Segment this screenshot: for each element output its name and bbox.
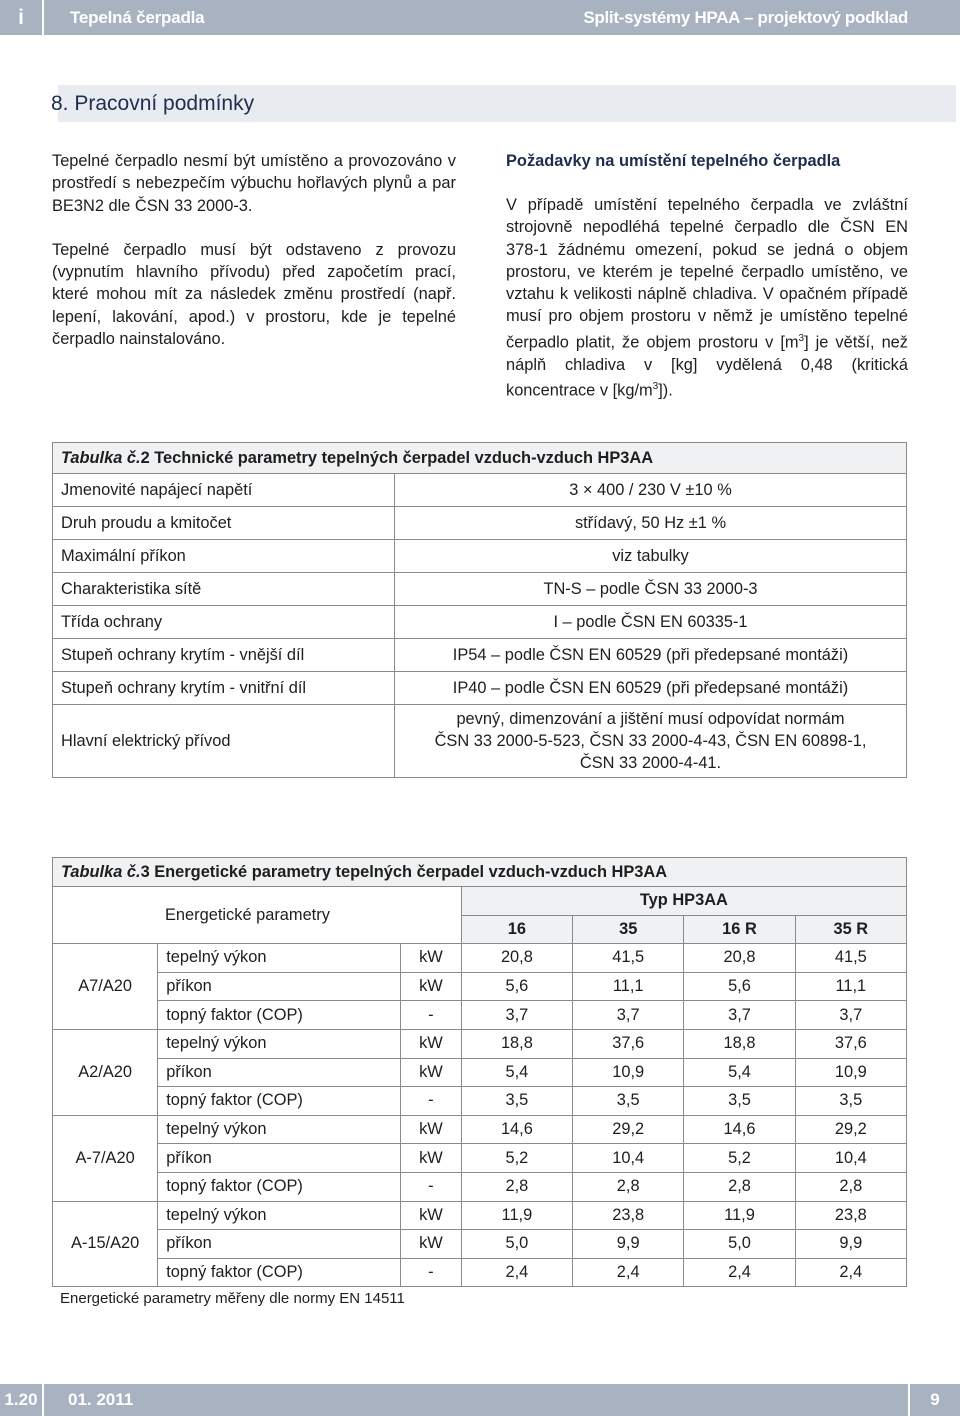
table3-value-cell: 10,4 — [573, 1144, 684, 1173]
table3-unit-cell: - — [401, 1172, 462, 1201]
table2-cell-label: Charakteristika sítě — [53, 573, 395, 606]
table3-caption-prefix: Tabulka č. — [61, 862, 141, 881]
page-footer — [0, 1384, 960, 1416]
table3-value-cell: 2,4 — [573, 1258, 684, 1287]
table3-param-cell: topný faktor (COP) — [158, 1258, 401, 1287]
table3-value-cell: 3,5 — [461, 1087, 572, 1116]
table3-condition-cell: A2/A20 — [53, 1029, 158, 1115]
table2-row — [53, 573, 907, 606]
table3-value-cell: 3,7 — [461, 1001, 572, 1030]
table3-value-cell: 37,6 — [795, 1029, 906, 1058]
table3-condition-cell: A7/A20 — [53, 944, 158, 1030]
table2-caption-prefix: Tabulka č. — [61, 448, 141, 467]
table3-row — [53, 972, 907, 1001]
table3-param-header: Energetické parametry — [53, 887, 462, 944]
table3-param-cell: topný faktor (COP) — [158, 1172, 401, 1201]
right-paragraph-part-a: V případě umístění tepelného čerpadla ve zvláštní strojovně nepodléhá tepelné čerpadlo dle ČSN EN 378-1 žádnému omezení, pokud se jedná o objem prostoru, ve kterém je tepelné čerpadlo umístěno, ve vztahu k velikosti náplně chladiva. V opačném případě musí pro objem prostoru v němž je umístěno tepelné čerpadlo platit, že objem prostoru v [m — [506, 196, 908, 352]
table3-unit-cell: kW — [401, 972, 462, 1001]
table3-value-cell: 23,8 — [573, 1201, 684, 1230]
table3-value-cell: 11,9 — [684, 1201, 795, 1230]
table2-cell-value: IP40 – podle ČSN EN 60529 (při předepsané montáži) — [395, 672, 907, 705]
table3-row — [53, 1058, 907, 1087]
page-header — [0, 0, 960, 35]
table3-param-cell: tepelný výkon — [158, 944, 401, 973]
table3-unit-cell: - — [401, 1087, 462, 1116]
table3-value-cell: 2,4 — [461, 1258, 572, 1287]
table3-value-cell: 29,2 — [795, 1115, 906, 1144]
table2-cell-label: Stupeň ochrany krytím - vnější díl — [53, 639, 395, 672]
left-paragraph-1: Tepelné čerpadlo nesmí být umístěno a provozováno v prostředí s nebezpečím výbuchu hořlavých plynů a par BE3N2 dle ČSN 33 2000-3. — [52, 152, 456, 215]
table3-value-cell: 18,8 — [461, 1029, 572, 1058]
table3-value-cell: 11,1 — [573, 972, 684, 1001]
table2-cell-value: TN-S – podle ČSN 33 2000-3 — [395, 573, 907, 606]
table3-row — [53, 944, 907, 973]
table3-param-cell: topný faktor (COP) — [158, 1001, 401, 1030]
table2-row — [53, 507, 907, 540]
table3-model-header: 35 R — [795, 915, 906, 944]
table3-row — [53, 1115, 907, 1144]
table3-unit-cell: kW — [401, 1201, 462, 1230]
table3-row — [53, 1029, 907, 1058]
header-left-title: Tepelná čerpadla — [70, 8, 205, 27]
table2-cell-value: I – podle ČSN EN 60335-1 — [395, 606, 907, 639]
table3-row — [53, 1258, 907, 1287]
table3-value-cell: 10,9 — [795, 1058, 906, 1087]
table3-unit-cell: kW — [401, 1029, 462, 1058]
table3-param-cell: příkon — [158, 1058, 401, 1087]
table3-value-cell: 2,8 — [461, 1172, 572, 1201]
table3-caption-text: Energetické parametry tepelných čerpadel vzduch-vzduch HP3AA — [149, 862, 668, 881]
table3-value-cell: 3,5 — [795, 1087, 906, 1116]
footer-page-number: 9 — [908, 1384, 960, 1416]
table3-unit-cell: kW — [401, 944, 462, 973]
table3-value-cell: 9,9 — [573, 1230, 684, 1259]
table3-value-cell: 5,0 — [684, 1230, 795, 1259]
table3-value-cell: 5,6 — [461, 972, 572, 1001]
table3-value-cell: 5,2 — [461, 1144, 572, 1173]
table3-value-cell: 3,7 — [684, 1001, 795, 1030]
table3-value-cell: 18,8 — [684, 1029, 795, 1058]
table2-cell-label: Hlavní elektrický přívod — [53, 705, 395, 778]
table3-model-header: 35 — [573, 915, 684, 944]
technical-parameters-table — [52, 442, 907, 778]
table2-cell-label: Jmenovité napájecí napětí — [53, 474, 395, 507]
table3-model-header: 16 R — [684, 915, 795, 944]
table3-param-cell: tepelný výkon — [158, 1201, 401, 1230]
table3-value-cell: 14,6 — [461, 1115, 572, 1144]
table3-value-cell: 9,9 — [795, 1230, 906, 1259]
table3-unit-cell: kW — [401, 1144, 462, 1173]
table3-value-cell: 23,8 — [795, 1201, 906, 1230]
table3-unit-cell: - — [401, 1001, 462, 1030]
footer-page-ref: 1.20 — [0, 1384, 44, 1416]
table3-param-cell: tepelný výkon — [158, 1029, 401, 1058]
table3-unit-cell: kW — [401, 1115, 462, 1144]
superscript-3b: 3 — [652, 380, 659, 392]
table3-value-cell: 41,5 — [795, 944, 906, 973]
table3-unit-cell: kW — [401, 1058, 462, 1087]
table3-param-cell: příkon — [158, 1230, 401, 1259]
table3-row — [53, 1001, 907, 1030]
table3-value-cell: 2,4 — [795, 1258, 906, 1287]
info-icon: i — [0, 0, 44, 35]
superscript-3a: 3 — [798, 332, 805, 344]
table3-param-cell: topný faktor (COP) — [158, 1087, 401, 1116]
table3-value-cell: 20,8 — [461, 944, 572, 973]
table3-value-cell: 10,9 — [573, 1058, 684, 1087]
table3-value-cell: 2,8 — [684, 1172, 795, 1201]
table2-cell-value: střídavý, 50 Hz ±1 % — [395, 507, 907, 540]
table2-row — [53, 474, 907, 507]
table2-body — [53, 474, 907, 705]
left-paragraph-2: Tepelné čerpadlo musí být odstaveno z provozu (vypnutím hlavního přívodu) před započetím prací, které mohou mít za následek změnu prostředí (např. lepení, lakování, apod.) v prostoru, kde je tepelné čerpadlo nainstalováno. — [52, 240, 456, 349]
table3-value-cell: 20,8 — [684, 944, 795, 973]
table2-row — [53, 639, 907, 672]
table3-value-cell: 11,1 — [795, 972, 906, 1001]
table3-value-cell: 29,2 — [573, 1115, 684, 1144]
footer-date: 01. 2011 — [68, 1390, 134, 1409]
table3-value-cell: 2,4 — [684, 1258, 795, 1287]
table2-caption-num: 2 — [140, 448, 150, 467]
table2-cell-value — [395, 705, 907, 778]
table3-caption — [53, 858, 907, 887]
table3-type-header: Typ HP3AA — [461, 887, 906, 916]
table3-param-cell: tepelný výkon — [158, 1115, 401, 1144]
table3-row — [53, 1144, 907, 1173]
table2-cell-label: Stupeň ochrany krytím - vnitřní díl — [53, 672, 395, 705]
table3-param-cell: příkon — [158, 1144, 401, 1173]
table3-value-cell: 5,4 — [461, 1058, 572, 1087]
table2-caption — [53, 443, 907, 474]
energy-parameters-table — [52, 857, 907, 1287]
table3-value-cell: 41,5 — [573, 944, 684, 973]
table2-caption-text: Technické parametry tepelných čerpadel vzduch-vzduch HP3AA — [149, 448, 654, 467]
right-paragraph — [506, 194, 908, 402]
table3-condition-cell: A-7/A20 — [53, 1115, 158, 1201]
table2-row — [53, 672, 907, 705]
table3-value-cell: 2,8 — [573, 1172, 684, 1201]
table3-value-cell: 5,4 — [684, 1058, 795, 1087]
right-heading: Požadavky na umístění tepelného čerpadla — [506, 152, 841, 170]
right-column — [506, 150, 908, 424]
table3-note: Energetické parametry měřeny dle normy EN 14511 — [60, 1290, 405, 1307]
table3-condition-cell: A-15/A20 — [53, 1201, 158, 1287]
table3-value-cell: 10,4 — [795, 1144, 906, 1173]
table3-value-cell: 3,7 — [573, 1001, 684, 1030]
table3-value-cell: 14,6 — [684, 1115, 795, 1144]
table3-value-cell: 37,6 — [573, 1029, 684, 1058]
table2-row — [53, 540, 907, 573]
table3-value-cell: 3,7 — [795, 1001, 906, 1030]
supply-line-2: ČSN 33 2000-5-523, ČSN 33 2000-4-43, ČSN EN 60898-1, — [434, 732, 867, 750]
table2-cell-value: IP54 – podle ČSN EN 60529 (při předepsané montáži) — [395, 639, 907, 672]
table3-value-cell: 3,5 — [684, 1087, 795, 1116]
table3-value-cell: 3,5 — [573, 1087, 684, 1116]
table2-cell-value: 3 × 400 / 230 V ±10 % — [395, 474, 907, 507]
table3-body — [53, 944, 907, 1287]
table3-value-cell: 5,0 — [461, 1230, 572, 1259]
table2-row — [53, 606, 907, 639]
table2-cell-label: Druh proudu a kmitočet — [53, 507, 395, 540]
supply-line-3: ČSN 33 2000-4-41. — [579, 754, 722, 772]
left-column — [52, 150, 456, 372]
table3-row — [53, 1172, 907, 1201]
section-title: 8. Pracovní podmínky — [51, 92, 255, 115]
table3-unit-cell: kW — [401, 1230, 462, 1259]
supply-line-1: pevný, dimenzování a jištění musí odpovídat normám — [456, 710, 845, 728]
table2-cell-value: viz tabulky — [395, 540, 907, 573]
table2-row-main-supply — [53, 705, 907, 778]
header-right-title: Split-systémy HPAA – projektový podklad — [583, 8, 908, 27]
table3-model-header: 16 — [461, 915, 572, 944]
table3-value-cell: 11,9 — [461, 1201, 572, 1230]
right-paragraph-part-b: ] je větší, než náplň chladiva v [kg] vydělená 0,48 (kritická koncentrace v [kg/m — [506, 333, 908, 400]
table3-value-cell: 5,2 — [684, 1144, 795, 1173]
table3-row — [53, 1201, 907, 1230]
table2-cell-label: Maximální příkon — [53, 540, 395, 573]
table3-value-cell: 5,6 — [684, 972, 795, 1001]
table3-row — [53, 1087, 907, 1116]
table3-row — [53, 1230, 907, 1259]
section-heading — [51, 85, 956, 122]
table3-unit-cell: - — [401, 1258, 462, 1287]
right-paragraph-part-c: ]). — [658, 381, 673, 400]
table3-caption-num: 3 — [140, 862, 150, 881]
table2-cell-label: Třída ochrany — [53, 606, 395, 639]
table3-param-cell: příkon — [158, 972, 401, 1001]
table3-value-cell: 2,8 — [795, 1172, 906, 1201]
